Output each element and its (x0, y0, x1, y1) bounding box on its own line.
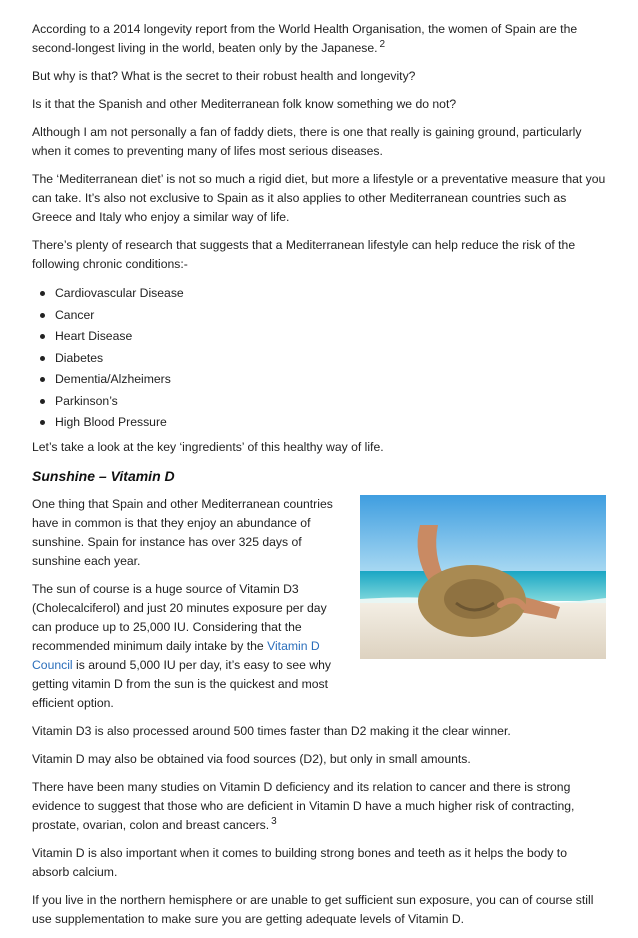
bullet-icon (40, 334, 45, 339)
section-paragraph-2 (32, 580, 340, 713)
section-p5-text: There have been many studies on Vitamin D deficiency and its relation to cancer and there is strong evidence to suggest that those who are deficient in Vitamin D have a much higher risk of contracting, prostate, ovarian, colon and breast cancers. (32, 779, 575, 832)
sky (360, 495, 606, 573)
bullet-icon (40, 399, 45, 404)
section-paragraph-1: One thing that Spain and other Mediterranean countries have in common is that they enjoy an abundance of sunshine. Spain for instance has over 325 days of sunshine each year. (32, 496, 333, 568)
section-paragraph-7: If you live in the northern hemisphere or are unable to get sufficient sun exposure, you can of course still use supplementation to make sure you are getting adequate levels of Vitamin D. (32, 892, 594, 926)
intro-paragraph-3: Is it that the Spanish and other Mediterranean folk know something we do not? (32, 97, 457, 111)
list-item (40, 283, 606, 305)
intro-paragraph-5: The ‘Mediterranean diet’ is not so much a rigid diet, but more a lifestyle or a preventative measure that you can take. It’s also not exclusive to Spain as it also applies to other Mediterranean countries such as Greece and Italy who enjoy a similar way of life. (32, 172, 606, 224)
list-item-label: Cancer (55, 307, 95, 322)
bullet-icon (40, 420, 45, 425)
list-item-label: High Blood Pressure (55, 415, 167, 429)
bullet-icon (40, 377, 45, 382)
after-list-paragraph: Let’s take a look at the key ‘ingredients’ of this healthy way of life. (32, 439, 384, 454)
list-item (40, 391, 606, 413)
intro-paragraph-1 (32, 20, 606, 58)
section-heading: Sunshine – Vitamin D (32, 467, 175, 484)
list-item-label: Diabetes (55, 350, 104, 365)
sun-hat-crown (444, 579, 504, 619)
list-item (40, 305, 606, 327)
list-item-label: Dementia/Alzheimers (55, 372, 171, 386)
section-p2-text: The sun of course is a huge source of Vitamin D3 (Cholecalciferol) and just 20 minutes exposure per day can produce up to 25,000 IU. Considering that the recommended minimum daily intake by the (32, 581, 327, 653)
list-item (40, 348, 606, 370)
footnote-ref-3[interactable]: 3 (271, 815, 277, 827)
footnote-ref-2[interactable]: 2 (379, 39, 386, 50)
beach-photo (360, 495, 606, 659)
intro-paragraph-6: There’s plenty of research that suggests that a Mediterranean lifestyle can help reduce the risk of the following chronic conditions:- (32, 238, 576, 271)
list-item-label: Heart Disease (55, 329, 133, 343)
bullet-icon (40, 356, 45, 361)
intro-paragraph-2: But why is that? What is the secret to their robust health and longevity? (32, 69, 416, 83)
section-paragraph-5 (32, 778, 606, 835)
list-item-label: Cardiovascular Disease (55, 286, 184, 300)
intro-p1-text: According to a 2014 longevity report from the World Health Organisation, the women of Spain are the second-longest living in the world, beaten only by the Japanese. (32, 22, 578, 55)
section-p2-text-end: is around 5,000 IU per day, it’s easy to see why getting vitamin D from the sun is the quickest and most efficient option. (32, 657, 331, 710)
conditions-list (32, 283, 606, 434)
section-paragraph-4: Vitamin D may also be obtained via food sources (D2), but only in small amounts. (32, 751, 471, 766)
list-item (40, 369, 606, 391)
document-page (32, 20, 606, 938)
list-item-label: Parkinson’s (55, 393, 118, 408)
list-item (40, 412, 606, 434)
list-item (40, 326, 606, 348)
section-paragraph-3: Vitamin D3 is also processed around 500 times faster than D2 making it the clear winner. (32, 723, 511, 738)
vitamin-d-council-link[interactable]: Vitamin D Council (32, 638, 320, 672)
intro-paragraph-4: Although I am not personally a fan of faddy diets, there is one that really is gaining ground, particularly when it comes to preventing many of lifes most serious diseases. (32, 125, 582, 158)
bullet-icon (40, 291, 45, 296)
bullet-icon (40, 313, 45, 318)
sunshine-section (32, 467, 606, 929)
section-paragraph-6: Vitamin D is also important when it comes to building strong bones and teeth as it helps the body to absorb calcium. (32, 845, 567, 879)
